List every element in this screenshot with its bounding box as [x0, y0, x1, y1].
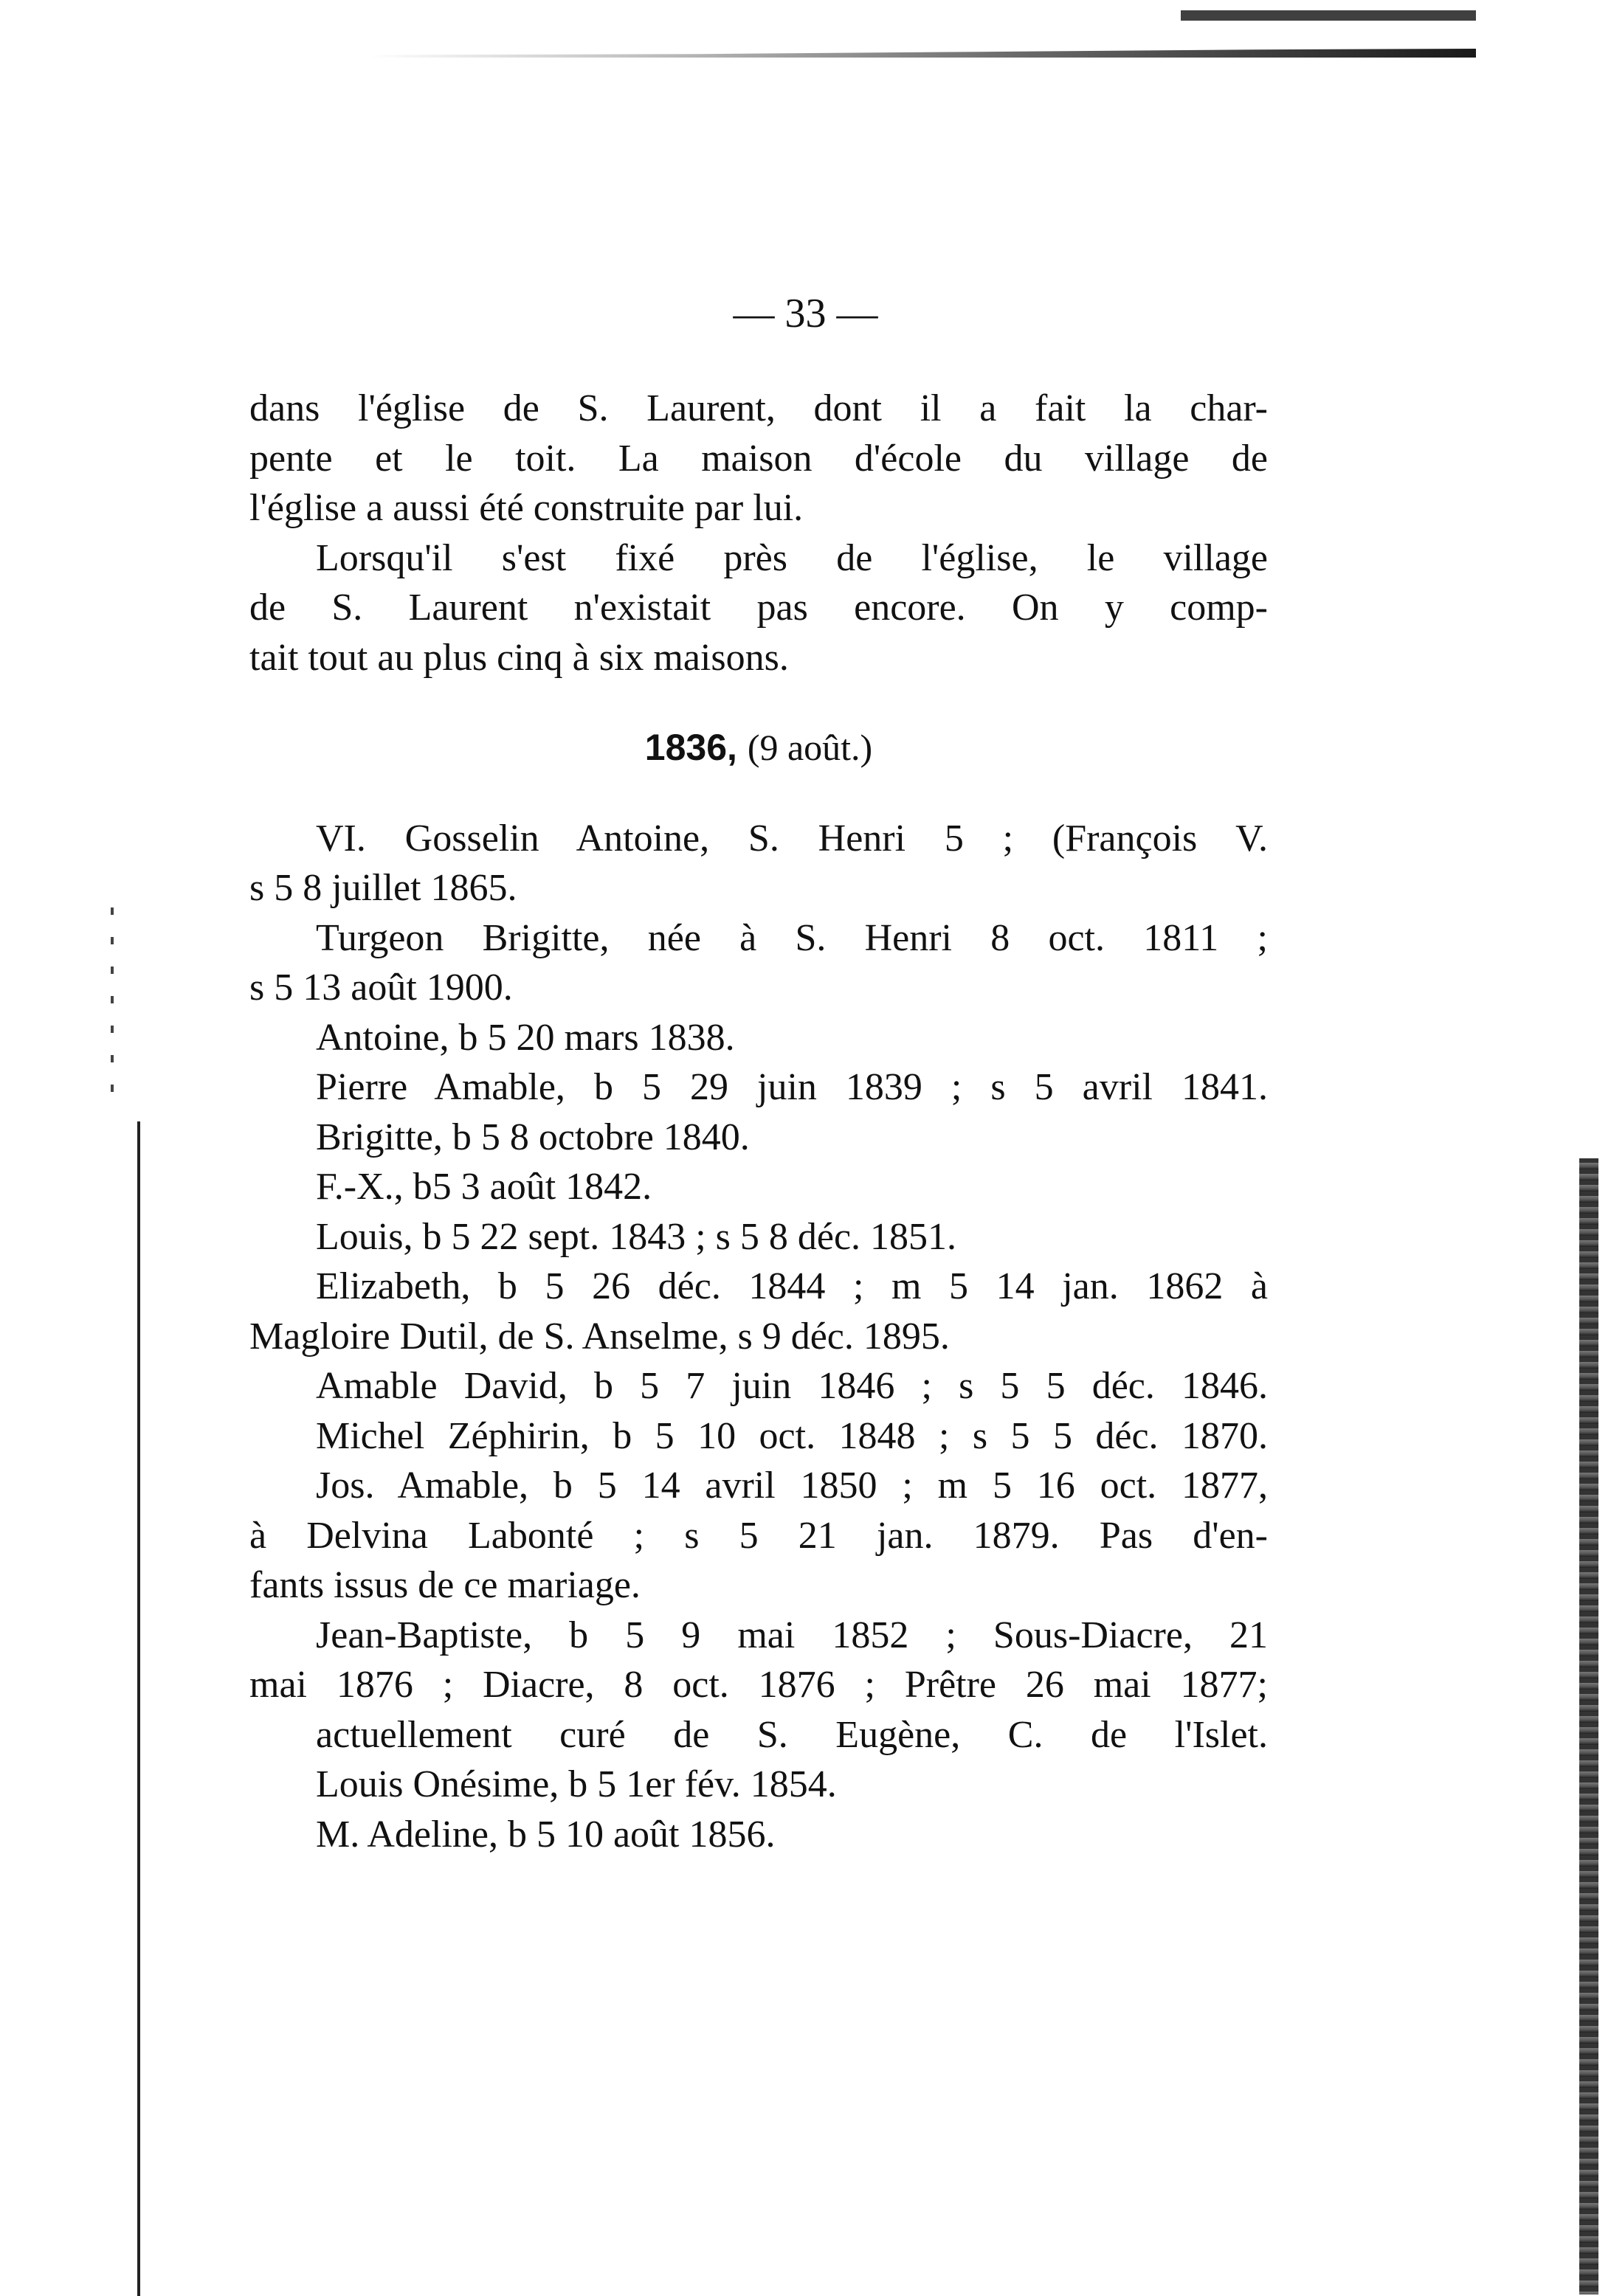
entry-line: s 5 13 août 1900.: [249, 967, 513, 1009]
paragraph-line: de S. Laurent n'existait pas encore. On y comp-: [249, 587, 1268, 629]
entry-line: Magloire Dutil, de S. Anselme, s 9 déc. 1895.: [249, 1315, 950, 1358]
entry-line: M. Adeline, b 5 10 août 1856.: [316, 1813, 776, 1856]
left-margin-line: [137, 1121, 140, 2296]
entry-line: actuellement curé de S. Eugène, C. de l'Islet.: [316, 1713, 1268, 1756]
heading-year: 1836,: [644, 727, 737, 768]
paragraph-line: tait tout au plus cinq à six maisons.: [249, 636, 789, 679]
entry-line: fants issus de ce mariage.: [249, 1564, 641, 1606]
scan-edge-shadow: [369, 49, 1476, 58]
entry-line: Pierre Amable, b 5 29 juin 1839 ; s 5 avril 1841.: [316, 1066, 1268, 1108]
scan-edge-shadow-dark: [1181, 10, 1476, 21]
entry-line: Jean-Baptiste, b 5 9 mai 1852 ; Sous-Diacre, 21: [316, 1614, 1268, 1656]
entry-line: s 5 8 juillet 1865.: [249, 867, 517, 909]
entry-line: Louis Onésime, b 5 1er fév. 1854.: [316, 1763, 837, 1805]
margin-marks: [111, 907, 114, 1099]
entry-line: Antoine, b 5 20 mars 1838.: [316, 1016, 735, 1059]
right-scan-edge: [1579, 1158, 1598, 2295]
body-text: [249, 384, 1268, 1859]
heading-date: (9 août.): [747, 727, 873, 768]
entry-line: mai 1876 ; Diacre, 8 oct. 1876 ; Prêtre 26 mai 1877;: [249, 1664, 1268, 1706]
entry-line: Amable David, b 5 7 juin 1846 ; s 5 5 déc. 1846.: [316, 1365, 1268, 1407]
page-number: — 33 —: [733, 291, 878, 336]
entry-line: Turgeon Brigitte, née à S. Henri 8 oct. 1811 ;: [316, 916, 1268, 959]
entry-line: Michel Zéphirin, b 5 10 oct. 1848 ; s 5 5 déc. 1870.: [316, 1414, 1268, 1457]
paragraph-line: Lorsqu'il s'est fixé près de l'église, le village: [316, 536, 1268, 579]
paragraph-line: dans l'église de S. Laurent, dont il a fait la char-: [249, 387, 1268, 429]
paragraph-line: pente et le toit. La maison d'école du village de: [249, 437, 1268, 480]
entry-line: VI. Gosselin Antoine, S. Henri 5 ; (François V.: [316, 817, 1268, 860]
paragraph-line: l'église a aussi été construite par lui.: [249, 487, 804, 529]
entry-line: F.-X., b5 3 août 1842.: [316, 1166, 652, 1208]
entry-line: Elizabeth, b 5 26 déc. 1844 ; m 5 14 jan. 1862 à: [316, 1265, 1268, 1307]
entry-line: Jos. Amable, b 5 14 avril 1850 ; m 5 16 oct. 1877,: [316, 1465, 1268, 1507]
entry-line: Louis, b 5 22 sept. 1843 ; s 5 8 déc. 1851.: [316, 1215, 957, 1258]
entry-line: Brigitte, b 5 8 octobre 1840.: [316, 1116, 750, 1158]
entry-line: à Delvina Labonté ; s 5 21 jan. 1879. Pas d'en-: [249, 1514, 1268, 1557]
section-heading: [249, 723, 1268, 773]
